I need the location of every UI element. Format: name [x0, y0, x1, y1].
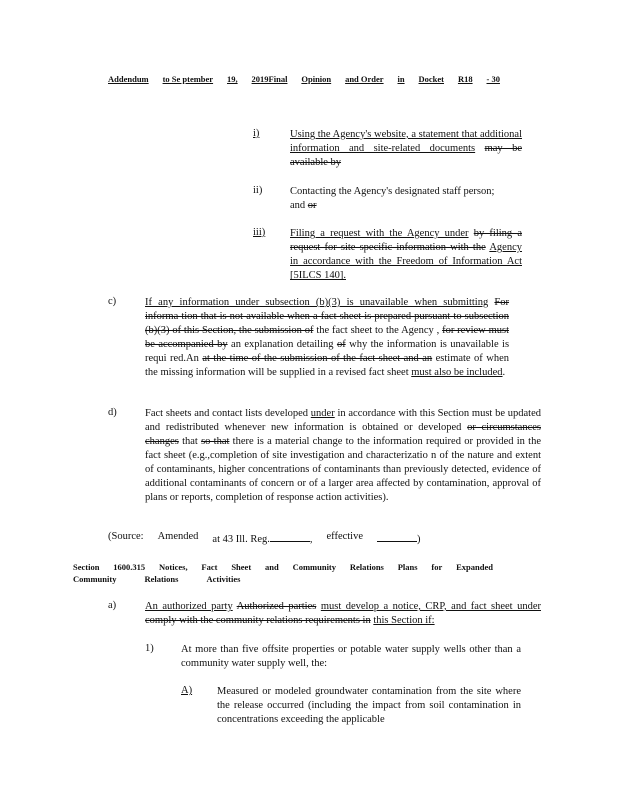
body-text: an explanation detailing	[231, 339, 334, 350]
deleted-text: Authorized parties	[236, 601, 317, 612]
deleted-text: may be available by	[290, 143, 522, 168]
heading-word: Sheet	[231, 562, 252, 572]
list-number-i: i)	[253, 128, 260, 139]
inserted-text: must also be included	[411, 367, 503, 378]
header-part: - 30	[486, 74, 500, 84]
item-text: Contacting the Agency's designated staff person;	[290, 186, 495, 197]
body-text: there is a material change to the information required or provided in the fact sheet (e.g.,completion of site investigation and characterizatio n of the nature and extent of contaminants, higher concentrations of contaminants than previously detected, evidence of additional contaminants of concern or of a larger area affected by contamination, approval of plans or reports, completion of response action activities).	[145, 436, 541, 503]
body-text: the fact sheet to the Agency ,	[316, 325, 440, 336]
body-text: in accordance with this Section must be updated and redistributed whenever new information is obtained or developed	[145, 408, 541, 433]
inserted-text: An authorized party	[145, 601, 233, 612]
heading-word: Community	[292, 562, 337, 572]
source-amended: Amended	[157, 531, 199, 542]
body-text: that	[182, 436, 198, 447]
body-text: estimate of when the missing information will be supplied in a revised fact sheet	[145, 353, 509, 378]
item-A: Measured or modeled groundwater contamination from the site where the release occurred (including the impact from soil contamination in concentrations exceeding the applicable	[217, 686, 521, 725]
source-note	[108, 531, 421, 545]
item-text: and	[290, 200, 306, 211]
list-number-ii: ii)	[253, 185, 263, 196]
para-label-c: c)	[108, 296, 117, 307]
header-part: in	[397, 74, 405, 84]
heading-word: Community	[73, 574, 117, 584]
deleted-text: of	[336, 339, 346, 350]
page-header	[108, 74, 500, 84]
source-close: )	[377, 531, 421, 545]
source-reg: at 43 Ill. Reg. ,	[212, 531, 312, 545]
item-label-1: 1)	[145, 643, 154, 654]
deleted-text: or	[307, 200, 317, 211]
inserted-text: Filing a request with the Agency under	[290, 228, 469, 239]
list-item-iii	[290, 227, 522, 283]
deleted-text: comply with the community relations requirements in	[145, 615, 371, 626]
header-part: R18	[457, 74, 473, 84]
inserted-text: Agency in accordance with the Freedom of Information Act [5ILCS 140].	[290, 242, 522, 281]
header-part: 2019Final	[251, 74, 288, 84]
inserted-text: If any information under subsection (b)(3) is unavailable when submitting	[145, 297, 489, 308]
inserted-text: must develop a notice, CRP, and fact sheet under	[320, 601, 541, 612]
para-label-a: a)	[108, 600, 117, 611]
heading-word: Notices,	[159, 562, 188, 572]
header-part: and Order	[345, 74, 384, 84]
deleted-text: by filing a request for site specific information with the	[290, 228, 522, 253]
deleted-text: For informa tion that is not available when a fact sheet is prepared pursuant to subsection (b)(3) of this Section, the submission of	[145, 297, 510, 336]
body-text: .	[502, 367, 506, 378]
body-text: Fact sheets and contact lists developed	[145, 408, 309, 419]
blank-field	[270, 531, 310, 542]
deleted-text: for review must be accompanied by	[145, 325, 510, 350]
source-open: (Source:	[108, 531, 144, 542]
heading-word: for	[431, 562, 443, 572]
inserted-text: under	[310, 408, 335, 419]
para-label-d: d)	[108, 407, 117, 418]
inserted-text: this Section if:	[373, 615, 435, 626]
header-part: 19,	[227, 74, 238, 84]
header-part: Opinion	[301, 74, 332, 84]
list-item-ii	[290, 185, 522, 213]
heading-word: Fact	[201, 562, 218, 572]
header-part: to Se ptember	[162, 74, 214, 84]
heading-word: 1600.315	[113, 562, 146, 572]
blank-field	[377, 531, 417, 542]
list-number-iii: iii)	[253, 227, 266, 238]
inserted-text: Using the Agency's website, a statement that additional information and site-related documents	[290, 129, 522, 154]
heading-word: Activities	[206, 574, 241, 584]
heading-word: Expanded	[456, 562, 493, 572]
heading-word: Relations	[349, 562, 384, 572]
header-part: Docket	[418, 74, 445, 84]
paragraph-d	[145, 407, 541, 505]
deleted-text: or circumstances changes	[145, 422, 541, 447]
section-heading	[73, 561, 493, 585]
header-part: Addendum	[108, 74, 149, 84]
deleted-text: so that	[201, 436, 230, 447]
paragraph-a	[145, 600, 541, 628]
heading-word: Relations	[144, 574, 179, 584]
list-item-i	[290, 128, 522, 170]
item-label-A: A)	[181, 685, 193, 696]
item-1: At more than five offsite properties or potable water supply wells other than a community water supply well, the:	[181, 644, 521, 669]
source-effective: effective	[326, 531, 364, 542]
heading-word: Section	[73, 562, 100, 572]
heading-word: Plans	[397, 562, 418, 572]
heading-word: and	[265, 562, 279, 572]
deleted-text: at the time of the submission of the fact sheet and an	[202, 353, 433, 364]
body-text: why the information is unavailable is requi red.An	[145, 339, 510, 364]
paragraph-c	[145, 296, 509, 380]
